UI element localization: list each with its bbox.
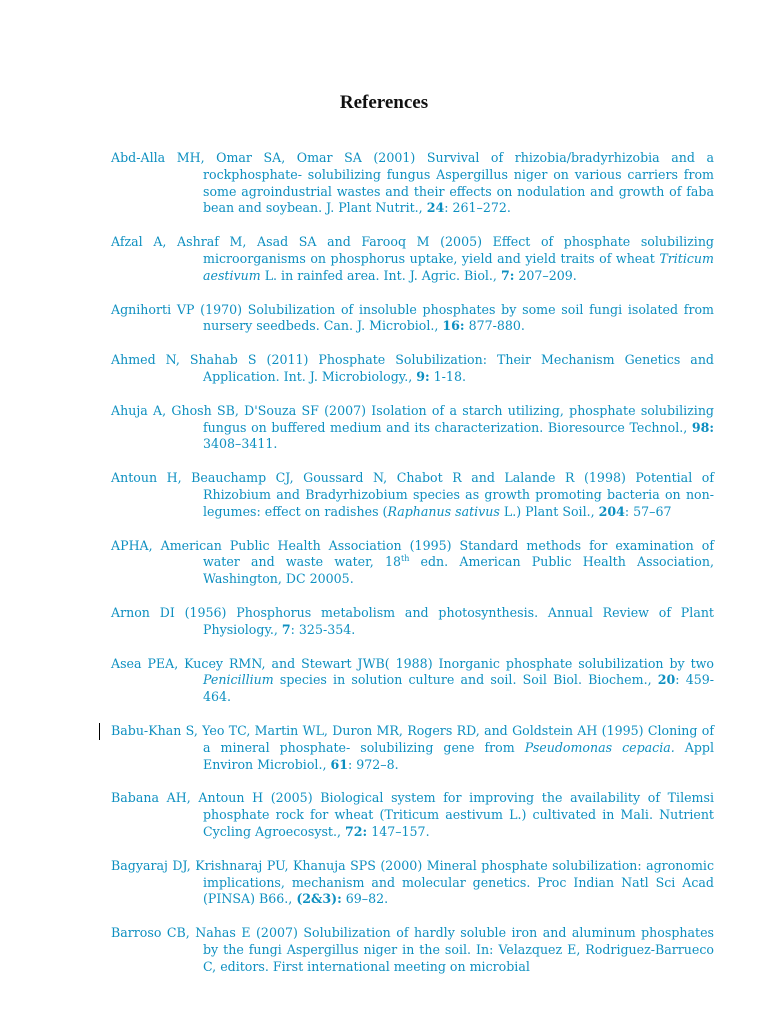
text-cursor bbox=[99, 723, 100, 740]
reference-entry: Afzal A, Ashraf M, Asad SA and Farooq M (2005) Effect of phosphate solubilizing microorganisms on phosphorus uptake, yield and yield traits of wheat Triticum aestivum L. in rainfed area. Int. J. Agric. Biol., 7: 207–209. bbox=[111, 234, 714, 283]
reference-entry: Asea PEA, Kucey RMN, and Stewart JWB( 1988) Inorganic phosphate solubilization by two Penicillium species in solution culture and soil. Soil Biol. Biochem., 20: 459-464. bbox=[111, 655, 714, 705]
reference-entry: Agnihorti VP (1970) Solubilization of insoluble phosphates by some soil fungi isolated from nursery seedbeds. Can. J. Microbiol., 16: 877-880. bbox=[111, 301, 714, 334]
reference-entry: Babu-Khan S, Yeo TC, Martin WL, Duron MR, Rogers RD, and Goldstein AH (1995) Cloning of a mineral phosphate- solubilizing gene from Pseudomonas cepacia. Appl Environ Microbiol., 61: 972–8. bbox=[111, 722, 715, 772]
reference-entry: Barroso CB, Nahas E (2007) Solubilization of hardly soluble iron and aluminum phosphates by the fungi Aspergillus niger in the soil. In: Velazquez E, Rodriguez-Barrueco C, editors. First international meeting on microbial bbox=[111, 925, 714, 974]
reference-entry: Bagyaraj DJ, Krishnaraj PU, Khanuja SPS (2000) Mineral phosphate solubilization: agronomic implications, mechanism and molecular genetics. Proc Indian Natl Sci Acad (PINSA) B66., (2&3): 69–82. bbox=[111, 857, 714, 907]
reference-entry: APHA, American Public Health Association (1995) Standard methods for examination of water and waste water, 18th edn. American Public Health Association, Washington, DC 20005. bbox=[111, 537, 715, 587]
reference-entry: Arnon DI (1956) Phosphorus metabolism and photosynthesis. Annual Review of Plant Physiology., 7: 325-354. bbox=[111, 604, 714, 637]
page-title: References bbox=[339, 92, 429, 113]
reference-list bbox=[111, 150, 714, 992]
reference-entry: Ahmed N, Shahab S (2011) Phosphate Solubilization: Their Mechanism Genetics and Application. Int. J. Microbiology., 9: 1-18. bbox=[111, 352, 714, 384]
reference-entry: Antoun H, Beauchamp CJ, Goussard N, Chabot R and Lalande R (1998) Potential of Rhizobium and Bradyrhizobium species as growth promoting bacteria on non-legumes: effect on radishes (Raphanus sativus L.) Plant Soil., 204: 57–67 bbox=[111, 470, 714, 519]
reference-entry: Ahuja A, Ghosh SB, D'Souza SF (2007) Isolation of a starch utilizing, phosphate solubilizing fungus on buffered medium and its characterization. Bioresource Technol., 98: 3408–3411. bbox=[111, 402, 714, 452]
reference-entry: Babana AH, Antoun H (2005) Biological system for improving the availability of Tilemsi phosphate rock for wheat (Triticum aestivum L.) cultivated in Mali. Nutrient Cycling Agroecosyst., 72: 147–157. bbox=[111, 790, 714, 839]
reference-entry: Abd-Alla MH, Omar SA, Omar SA (2001) Survival of rhizobia/bradyrhizobia and a rockphosphate- solubilizing fungus Aspergillus niger on various carriers from some agroindustrial wastes and their effects on nodulation and growth of faba bean and soybean. J. Plant Nutrit., 24: 261–272. bbox=[111, 150, 714, 216]
